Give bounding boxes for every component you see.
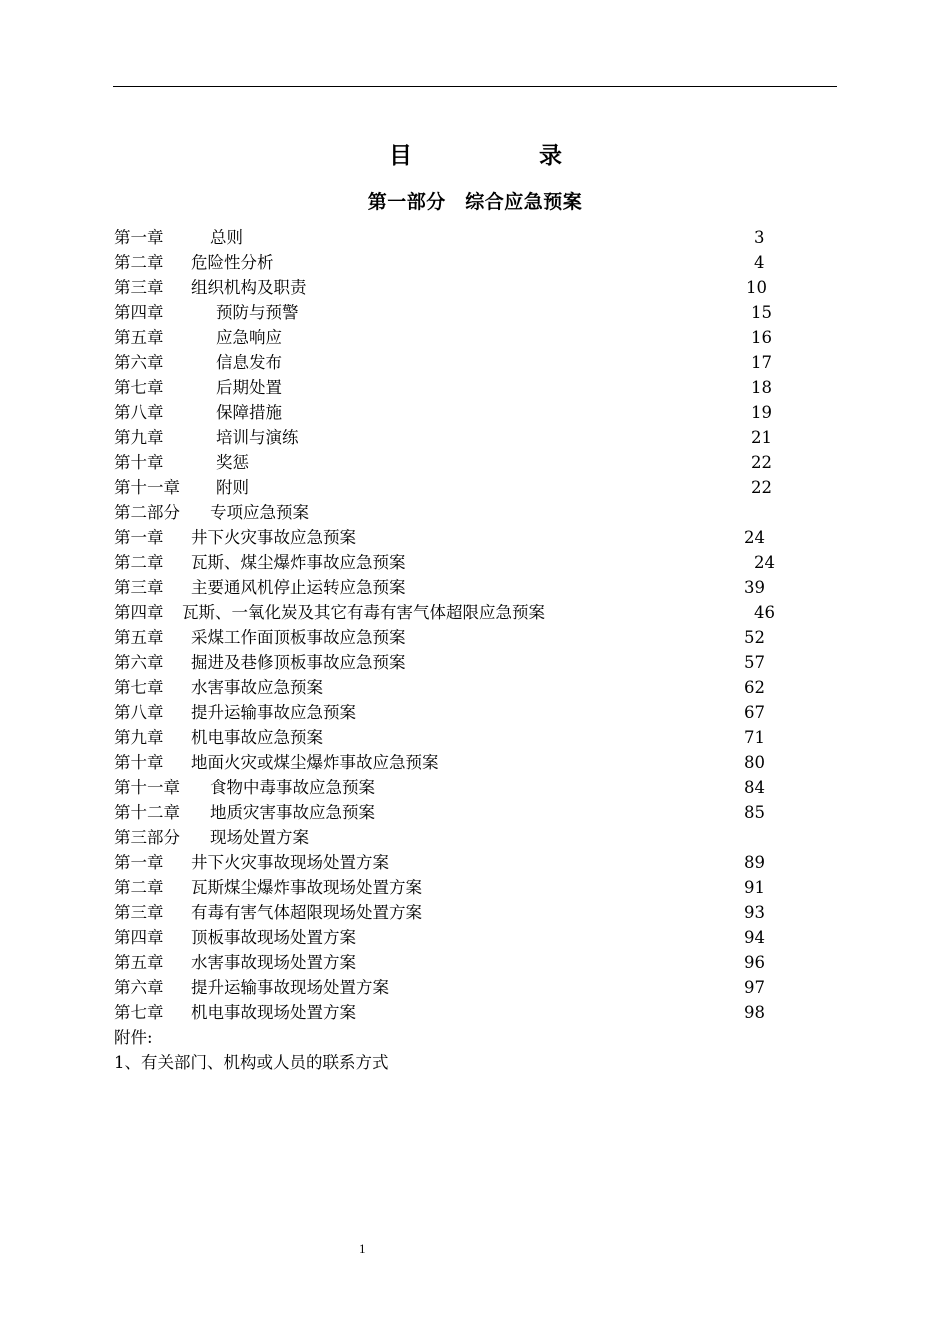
chapter-page: 62 (744, 678, 765, 697)
chapter-page: 84 (744, 778, 765, 797)
chapter-title: 水害事故现场处置方案 (191, 953, 356, 972)
chapter-label: 第七章 (114, 1003, 164, 1022)
chapter-title: 后期处置 (216, 378, 282, 397)
chapter-page: 98 (744, 1003, 765, 1022)
header-rule (113, 86, 837, 87)
chapter-label: 第十章 (114, 453, 164, 472)
chapter-label: 第七章 (114, 678, 164, 697)
chapter-page: 80 (744, 753, 765, 772)
chapter-page: 18 (751, 378, 772, 397)
chapter-page: 19 (751, 403, 772, 422)
chapter-title: 井下火灾事故现场处置方案 (191, 853, 389, 872)
chapter-label: 第一章 (114, 228, 164, 247)
part-label: 第三部分 (114, 828, 180, 847)
toc-title-left: 目 (389, 142, 412, 169)
chapter-label: 第八章 (114, 403, 164, 422)
attachment-item[interactable]: 1、有关部门、机构或人员的联系方式 (114, 1053, 389, 1072)
chapter-page: 97 (744, 978, 765, 997)
chapter-title: 提升运输事故应急预案 (191, 703, 356, 722)
chapter-label: 第四章 (114, 603, 164, 622)
chapter-label: 第五章 (114, 953, 164, 972)
chapter-title: 危险性分析 (191, 253, 274, 272)
chapter-page: 24 (744, 528, 765, 547)
chapter-label: 第七章 (114, 378, 164, 397)
chapter-page: 67 (744, 703, 765, 722)
chapter-page: 39 (744, 578, 765, 597)
chapter-label: 第三章 (114, 278, 164, 297)
chapter-title: 掘进及巷修顶板事故应急预案 (191, 653, 406, 672)
part-title: 现场处置方案 (210, 828, 309, 847)
chapter-label: 第十二章 (114, 803, 180, 822)
chapter-page: 16 (751, 328, 772, 347)
chapter-title: 应急响应 (216, 328, 282, 347)
chapter-label: 第三章 (114, 903, 164, 922)
chapter-label: 第十一章 (114, 478, 180, 497)
chapter-label: 第六章 (114, 978, 164, 997)
chapter-page: 94 (744, 928, 765, 947)
chapter-page: 3 (754, 228, 765, 247)
chapter-title: 附则 (216, 478, 249, 497)
chapter-label: 第二章 (114, 553, 164, 572)
chapter-title: 顶板事故现场处置方案 (191, 928, 356, 947)
toc-title-right: 录 (539, 142, 562, 169)
chapter-title: 瓦斯煤尘爆炸事故现场处置方案 (191, 878, 422, 897)
chapter-title: 食物中毒事故应急预案 (210, 778, 375, 797)
chapter-title: 井下火灾事故应急预案 (191, 528, 356, 547)
chapter-page: 15 (751, 303, 772, 322)
chapter-page: 22 (751, 453, 772, 472)
chapter-label: 第十章 (114, 753, 164, 772)
chapter-label: 第五章 (114, 328, 164, 347)
chapter-title: 瓦斯、煤尘爆炸事故应急预案 (191, 553, 406, 572)
chapter-title: 瓦斯、一氧化炭及其它有毒有害气体超限应急预案 (182, 603, 545, 622)
chapter-page: 17 (751, 353, 772, 372)
chapter-page: 91 (744, 878, 765, 897)
chapter-label: 第六章 (114, 653, 164, 672)
chapter-title: 机电事故现场处置方案 (191, 1003, 356, 1022)
chapter-label: 第一章 (114, 528, 164, 547)
toc-title (389, 137, 569, 167)
chapter-title: 提升运输事故现场处置方案 (191, 978, 389, 997)
chapter-page: 4 (754, 253, 765, 272)
chapter-title: 采煤工作面顶板事故应急预案 (191, 628, 406, 647)
chapter-page: 57 (744, 653, 765, 672)
chapter-page: 71 (744, 728, 765, 747)
part-title: 专项应急预案 (210, 503, 309, 522)
chapter-title: 保障措施 (216, 403, 282, 422)
chapter-label: 第三章 (114, 578, 164, 597)
chapter-page: 21 (751, 428, 772, 447)
chapter-label: 第六章 (114, 353, 164, 372)
chapter-page: 24 (754, 553, 775, 572)
chapter-label: 第一章 (114, 853, 164, 872)
chapter-page: 93 (744, 903, 765, 922)
chapter-title: 机电事故应急预案 (191, 728, 323, 747)
chapter-label: 第二章 (114, 253, 164, 272)
chapter-page: 96 (744, 953, 765, 972)
chapter-label: 第五章 (114, 628, 164, 647)
chapter-label: 第十一章 (114, 778, 180, 797)
chapter-title: 信息发布 (216, 353, 282, 372)
attachments-label: 附件: (114, 1028, 153, 1047)
chapter-page: 89 (744, 853, 765, 872)
chapter-label: 第四章 (114, 928, 164, 947)
chapter-label: 第二章 (114, 878, 164, 897)
chapter-label: 第八章 (114, 703, 164, 722)
chapter-label: 第九章 (114, 428, 164, 447)
chapter-title: 总则 (210, 228, 243, 247)
page-number: 1 (359, 1241, 366, 1256)
chapter-title: 有毒有害气体超限现场处置方案 (191, 903, 422, 922)
chapter-title: 培训与演练 (216, 428, 299, 447)
chapter-page: 85 (744, 803, 765, 822)
chapter-title: 地面火灾或煤尘爆炸事故应急预案 (191, 753, 439, 772)
chapter-page: 22 (751, 478, 772, 497)
chapter-title: 地质灾害事故应急预案 (210, 803, 375, 822)
chapter-title: 预防与预警 (216, 303, 299, 322)
part1-heading: 第一部分 综合应急预案 (367, 191, 583, 213)
chapter-title: 主要通风机停止运转应急预案 (191, 578, 406, 597)
chapter-label: 第四章 (114, 303, 164, 322)
chapter-title: 奖惩 (216, 453, 249, 472)
chapter-label: 第九章 (114, 728, 164, 747)
chapter-page: 52 (744, 628, 765, 647)
chapter-title: 水害事故应急预案 (191, 678, 323, 697)
part-label: 第二部分 (114, 503, 180, 522)
chapter-page: 46 (754, 603, 775, 622)
chapter-page: 10 (746, 278, 767, 297)
chapter-title: 组织机构及职责 (191, 278, 307, 297)
